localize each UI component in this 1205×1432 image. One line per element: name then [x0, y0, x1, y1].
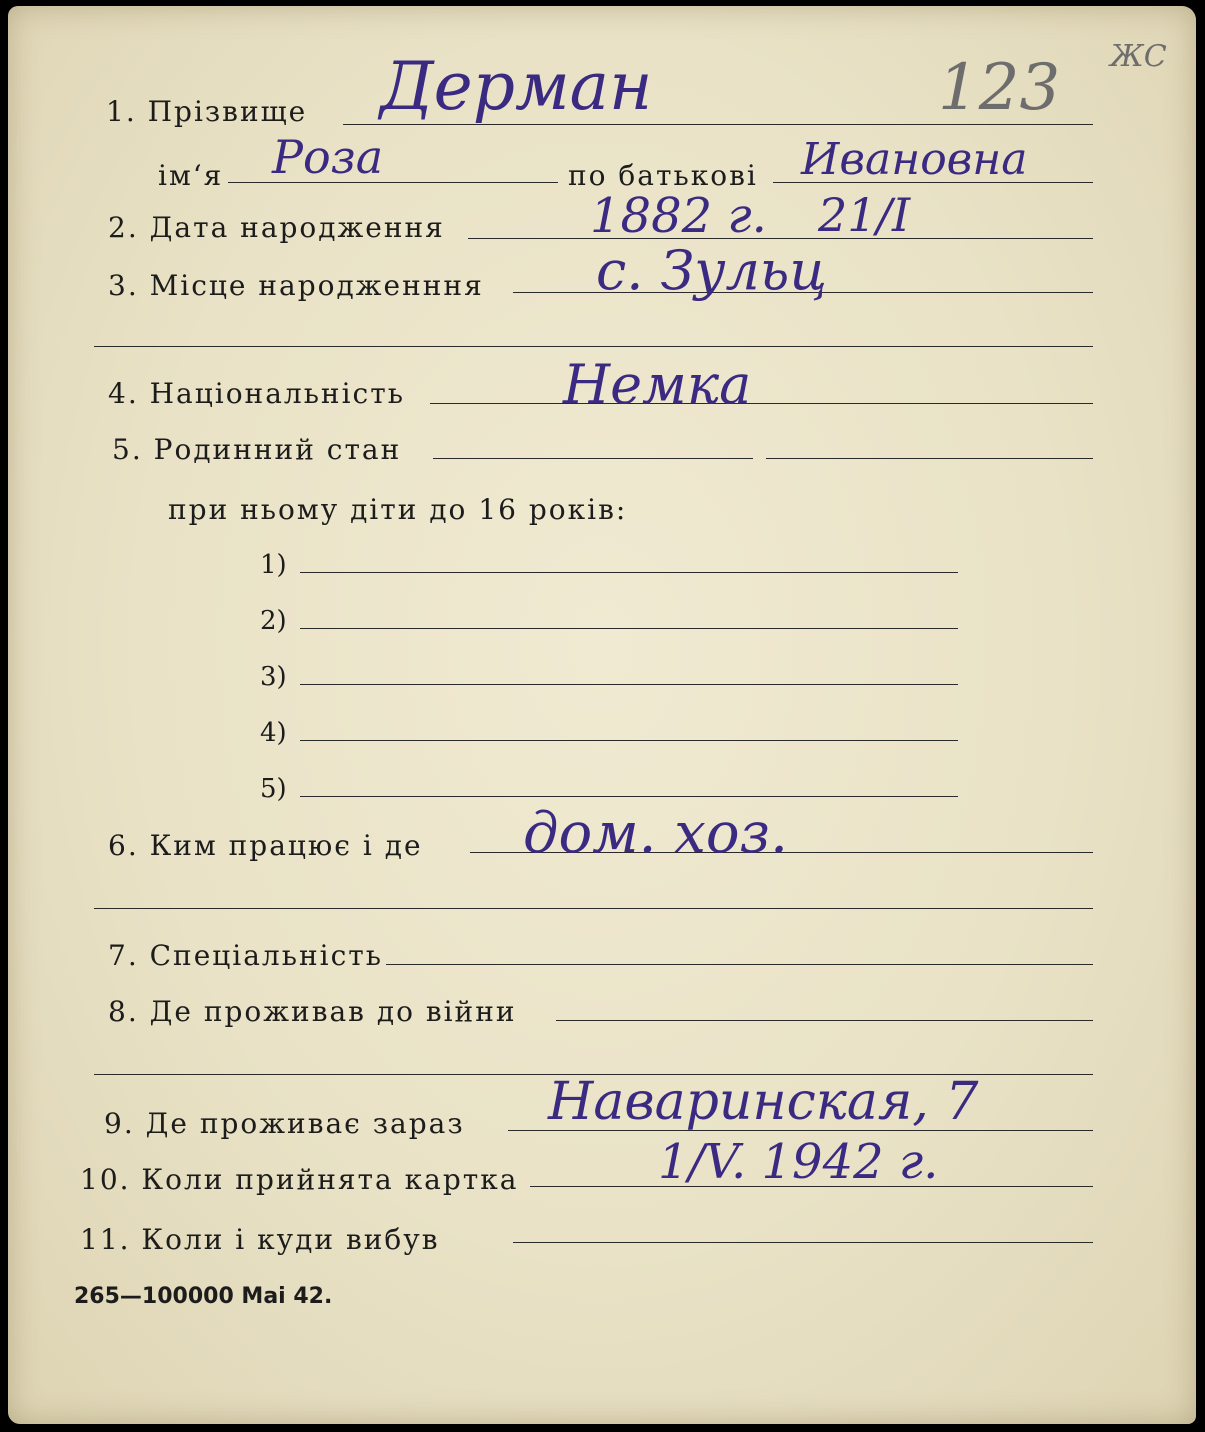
- child-4-line[interactable]: [300, 740, 958, 741]
- departure-label: 11. Коли і куди вибув: [80, 1223, 440, 1256]
- corner-initials: ЖС: [1110, 39, 1167, 74]
- occupation-label: 6. Ким працює і де: [108, 829, 423, 862]
- child-5-label: 5): [260, 774, 287, 804]
- birth-date-label: 2. Дата народження: [108, 211, 445, 244]
- birth-place-label: 3. Місце народженння: [108, 269, 484, 302]
- print-code: 265—100000 Mai 42.: [74, 1284, 333, 1309]
- occupation-entry[interactable]: дом. хоз.: [523, 801, 788, 866]
- child-1-line[interactable]: [300, 572, 958, 573]
- nationality-entry[interactable]: Немка: [563, 353, 752, 416]
- first-name-label: ім‘я: [158, 159, 224, 192]
- family-status-line-a: [433, 458, 753, 459]
- surname-entry[interactable]: Дерман: [380, 48, 653, 125]
- current-residence-label: 9. Де проживає зараз: [104, 1107, 465, 1140]
- family-status-line-b: [766, 458, 1093, 459]
- birth-date-note: 21/I: [818, 188, 911, 242]
- prewar-residence-label: 8. Де проживав до війни: [108, 995, 517, 1028]
- registration-card: [8, 6, 1196, 1424]
- current-residence-entry[interactable]: Наваринская, 7: [548, 1072, 979, 1132]
- nationality-label: 4. Національність: [108, 377, 405, 410]
- speciality-label: 7. Спеціальність: [108, 939, 383, 972]
- child-3-label: 3): [260, 662, 287, 692]
- patronymic-label: по батькові: [568, 159, 758, 192]
- speciality-line[interactable]: [386, 964, 1093, 965]
- first-name-entry[interactable]: Роза: [272, 130, 384, 184]
- child-3-line[interactable]: [300, 684, 958, 685]
- nationality-line: [430, 403, 1093, 404]
- child-1-label: 1): [260, 550, 287, 580]
- occupation-line-2: [94, 908, 1093, 909]
- child-2-line[interactable]: [300, 628, 958, 629]
- patronymic-entry[interactable]: Ивановна: [801, 134, 1028, 185]
- card-accepted-entry[interactable]: 1/V. 1942 г.: [658, 1134, 939, 1190]
- card-accepted-label: 10. Коли прийнята картка: [80, 1163, 519, 1196]
- child-5-line[interactable]: [300, 796, 958, 797]
- birth-place-line-2: [94, 346, 1093, 347]
- birth-date-entry[interactable]: 1882 г.: [590, 188, 767, 244]
- surname-label: 1. Прізвище: [106, 95, 308, 128]
- card-number: 123: [938, 51, 1061, 125]
- child-4-label: 4): [260, 718, 287, 748]
- prewar-residence-line[interactable]: [556, 1020, 1093, 1021]
- child-2-label: 2): [260, 606, 287, 636]
- departure-line[interactable]: [513, 1242, 1093, 1243]
- children-label: при ньому діти до 16 років:: [168, 493, 628, 526]
- birth-place-entry[interactable]: с. Зульц: [596, 239, 828, 302]
- family-status-label: 5. Родинний стан: [112, 433, 402, 466]
